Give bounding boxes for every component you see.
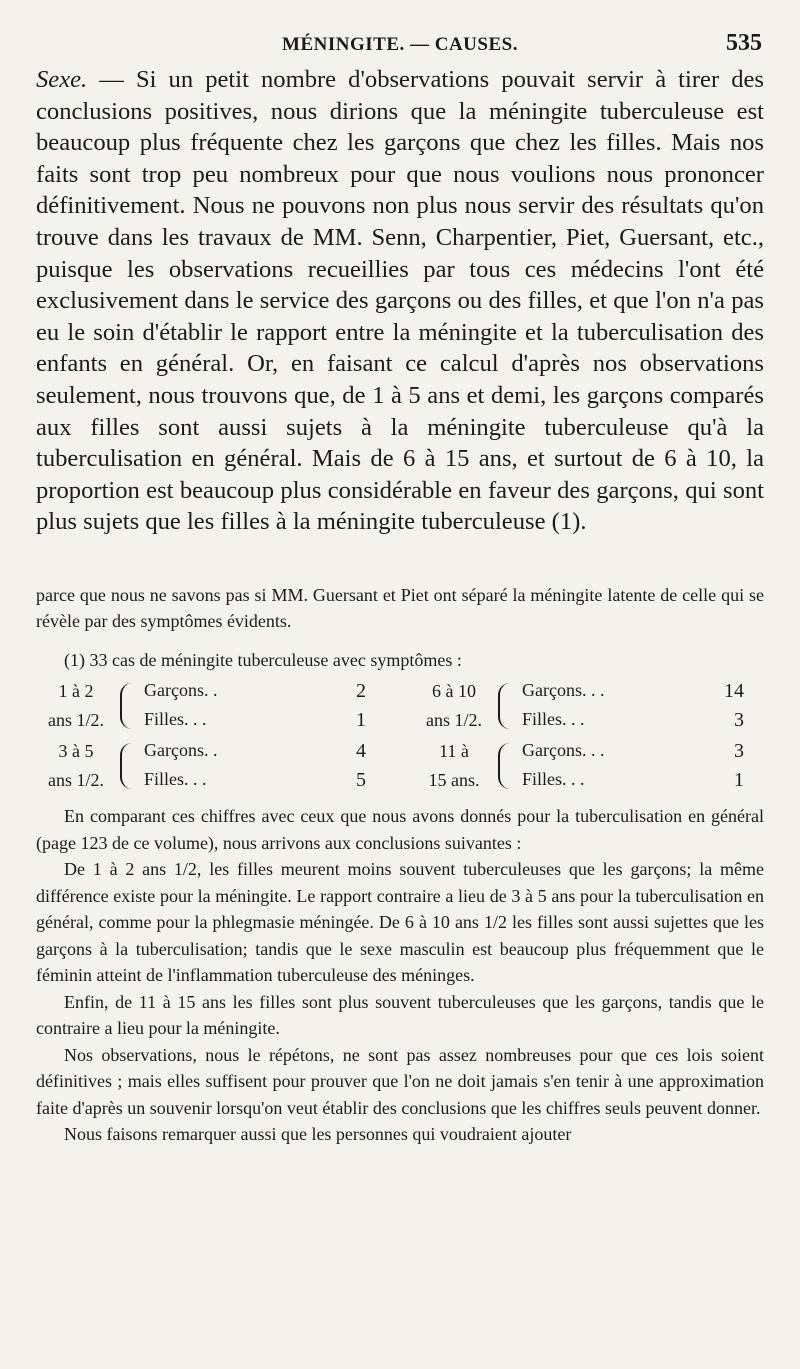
row-label: Filles. . .: [522, 769, 585, 790]
brace: [120, 743, 136, 789]
row-label: Garçons. . .: [522, 680, 605, 701]
brace: [498, 683, 514, 729]
row-count: 3: [734, 740, 744, 763]
running-title: MÉNINGITE. — CAUSES.: [282, 34, 518, 55]
table-row: [522, 769, 764, 792]
row-count: 5: [356, 769, 366, 792]
main-paragraph: [36, 64, 764, 538]
row-label: Filles. . .: [144, 769, 207, 790]
row-label: Filles. . .: [144, 709, 207, 730]
age-range-suffix: ans 1/2.: [48, 710, 104, 731]
row-count: 1: [356, 709, 366, 732]
footnote-continuation: parce que nous ne savons pas si MM. Guersant et Piet ont séparé la méningite latente de celle qui se révèle par des symptômes évidents.: [36, 584, 764, 632]
table-row: [144, 769, 386, 792]
row-label: Garçons. .: [144, 740, 218, 761]
page-number: 535: [726, 30, 762, 56]
table-left: [36, 677, 386, 797]
row-count: 14: [724, 680, 744, 703]
table-row: [144, 680, 386, 703]
age-range: 6 à 10: [432, 681, 476, 702]
table-row: [522, 740, 764, 763]
row-count: 3: [734, 709, 744, 732]
table-row: [522, 709, 764, 732]
age-group: [414, 677, 764, 735]
brace: [120, 683, 136, 729]
page-header: [36, 30, 764, 64]
age-range: 1 à 2: [58, 681, 94, 702]
footnote-paragraph: Nos observations, nous le répétons, ne sont pas assez nombreuses pour que ces lois soient définitives ; mais elles suffisent pour prouver que l'on ne doit jamais s'en tenir à une approximation faite d'après un souvenir lorsqu'on veut établir des conclusions que les chiffres seuls peuvent donner.: [36, 1044, 764, 1118]
table-right: [414, 677, 764, 797]
age-range-suffix: 15 ans.: [428, 770, 480, 791]
age-range-suffix: ans 1/2.: [426, 710, 482, 731]
table-row: [522, 680, 764, 703]
age-group: [36, 677, 386, 735]
footnote-paragraph: Enfin, de 11 à 15 ans les filles sont plus souvent tuberculeuses que les garçons, tandis que le contraire a lieu pour la méningite.: [36, 991, 764, 1039]
row-count: 1: [734, 769, 744, 792]
footnote-intro: (1) 33 cas de méningite tuberculeuse avec symptômes :: [64, 649, 462, 670]
paragraph-lead: Sexe.: [36, 66, 88, 93]
footnote-paragraph: De 1 à 2 ans 1/2, les filles meurent moins souvent tuberculeuses que les garçons; la même différence existe pour la méningite. Le rapport contraire a lieu de 3 à 5 ans pour la tuberculisation en général, comme pour la phlegmasie méningée. De 6 à 10 ans 1/2 les filles sont aussi sujettes que les garçons à la tuberculisation; tandis que le sexe masculin est beaucoup plus fréquemment que le féminin atteint de l'inflammation tuberculeuse des méninges.: [36, 859, 764, 986]
footnote-paragraph: En comparant ces chiffres avec ceux que nous avons donnés pour la tuberculisation en général (page 123 de ce volume), nous arrivons aux conclusions suivantes :: [36, 806, 764, 853]
table-row: [144, 740, 386, 763]
age-group: [36, 737, 386, 795]
age-group: [414, 737, 764, 795]
table-row: [144, 709, 386, 732]
row-label: Filles. . .: [522, 709, 585, 730]
paragraph-text: — Si un petit nombre d'observations pouvait servir à tirer des conclusions positives, nous dirions que la méningite tuberculeuse est beaucoup plus fréquente chez les garçons que chez les filles. Mais nos faits sont trop peu nombreux pour que nous voulions nous prononcer définitivement. Nous ne pouvons non plus nous servir des résultats qu'on trouve dans les travaux de MM. Senn, Charpentier, Piet, Guersant, etc., puisque les observations recueillies par tous ces médecins l'ont été exclusivement dans le service des garçons ou des filles, et que l'on n'a pas eu le soin d'établir le rapport entre la méningite et la tuberculisation des enfants en général. Or, en faisant ce calcul d'après nos observations seulement, nous trouvons que, de 1 à 5 ans et demi, les garçons comparés aux filles sont aussi sujets à la méningite tuberculeuse qu'à la tuberculisation en général. Mais de 6 à 15 ans, et surtout de 6 à 10, la proportion est beaucoup plus considérable en faveur des garçons, qui sont plus sujets que les filles à la méningite tuberculeuse (1).: [36, 66, 764, 536]
age-range-suffix: ans 1/2.: [48, 770, 104, 791]
row-count: 2: [356, 680, 366, 703]
age-range: 3 à 5: [58, 741, 94, 762]
row-label: Garçons. .: [144, 680, 218, 701]
row-count: 4: [356, 740, 366, 763]
row-label: Garçons. . .: [522, 740, 605, 761]
age-range: 11 à: [439, 741, 469, 762]
footnote-tables: [36, 677, 764, 797]
footnote-paragraph: Nous faisons remarquer aussi que les personnes qui voudraient ajouter: [64, 1124, 572, 1145]
brace: [498, 743, 514, 789]
